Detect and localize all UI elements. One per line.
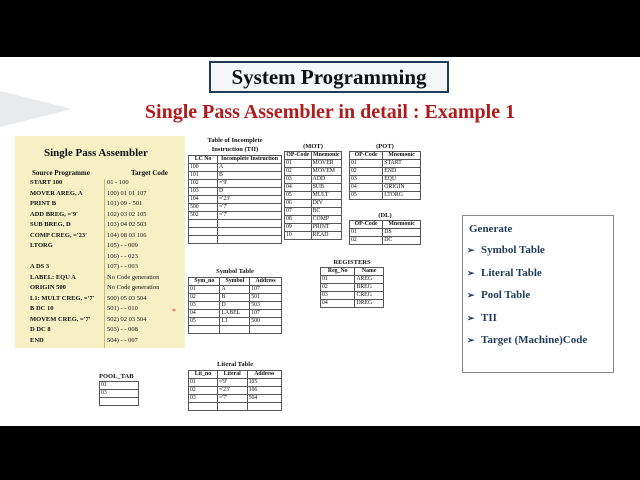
source-panel-title: Single Pass Assembler <box>44 147 148 159</box>
source-row <box>30 221 185 232</box>
littab-row-cell: 02 <box>189 387 218 395</box>
pot-row-cell: ORIGIN <box>383 184 421 192</box>
register-row <box>321 300 384 308</box>
generate-item <box>467 312 497 324</box>
littab-row <box>189 403 282 411</box>
tii-row <box>189 236 282 244</box>
mot-row <box>285 192 342 200</box>
tii-row-cell: ='23' <box>218 196 282 204</box>
symtab-row-cell: 03 <box>189 302 220 310</box>
tii-row-cell <box>218 220 282 228</box>
tii-row <box>189 188 282 196</box>
source-row <box>30 316 185 327</box>
generate-item-label: TII <box>481 311 497 324</box>
dl-row-cell: DC <box>383 237 421 245</box>
mot-header-opcode: OP-Code <box>286 152 310 158</box>
mot-row-cell: 03 <box>285 176 312 184</box>
symtab-row <box>189 294 282 302</box>
symtab-row-cell: 02 <box>189 294 220 302</box>
dl-row-cell: 02 <box>350 237 383 245</box>
target-code: 104) 08 03 106 <box>107 231 147 239</box>
littab-header-address: Address <box>247 371 281 379</box>
pot-row-cell: 04 <box>350 184 383 192</box>
symtab-row <box>189 326 282 334</box>
register-row <box>321 292 384 300</box>
mot-row-cell: 01 <box>285 160 312 168</box>
pooltab-row <box>100 382 139 390</box>
pot-row-cell: 01 <box>350 160 383 168</box>
source-statement: L1: MULT CREG, ='7' <box>30 294 95 302</box>
mot-row-cell: MOVEM <box>311 168 341 176</box>
source-row <box>30 284 185 295</box>
pooltab-row-cell: 01 <box>100 382 139 390</box>
target-code: 100) 01 01 107 <box>107 189 147 197</box>
source-statement: MOVER AREG, A <box>30 189 83 197</box>
tii-row-cell <box>218 236 282 244</box>
mot-row-cell: MULT <box>311 192 341 200</box>
registers-header-no: Reg_No <box>321 268 355 276</box>
slide-subtitle: Single Pass Assembler in detail : Example 1 <box>144 101 516 123</box>
pot-row <box>350 192 421 200</box>
mot-row <box>285 176 342 184</box>
pot-row-cell: START <box>383 160 421 168</box>
mot-row <box>285 200 342 208</box>
mot-row-cell: 08 <box>285 216 312 224</box>
source-row <box>30 200 185 211</box>
generate-item-label: Target (Machine)Code <box>481 334 588 346</box>
pooltab-row-cell: 03 <box>100 390 139 398</box>
source-statement: PRINT B <box>30 200 57 207</box>
littab-row-cell: 03 <box>189 395 218 403</box>
tii-row <box>189 180 282 188</box>
mot-row-cell: 02 <box>285 168 312 176</box>
source-row <box>30 211 185 222</box>
mot-row-cell: ADD <box>311 176 341 184</box>
source-statement: LTORG <box>30 242 53 249</box>
generate-item <box>467 334 587 346</box>
target-code: 504) - - 007 <box>107 336 138 344</box>
tii-row-cell: 101 <box>189 172 218 180</box>
pooltab-row <box>100 398 139 406</box>
pot-row <box>350 160 421 168</box>
mot-row <box>285 184 342 192</box>
pot-header-opcode: OP-Code <box>350 152 383 160</box>
mot-row <box>285 168 342 176</box>
tii-row-cell: 502 <box>189 212 218 220</box>
tii-caption-line1: Table of Incomplete <box>207 137 263 144</box>
symtab-row-cell <box>220 326 250 334</box>
register-row-cell: CREG <box>355 292 384 300</box>
littab-row-cell: ='23' <box>217 387 247 395</box>
symtab-header-no: Sym_no <box>189 278 220 286</box>
pot-row <box>350 168 421 176</box>
slide-title: System Programming <box>209 61 449 93</box>
littab-row <box>189 395 282 403</box>
tii-row <box>189 212 282 220</box>
bullet-arrow-icon: ➢ <box>467 267 475 278</box>
symtab-row <box>189 286 282 294</box>
literal-table <box>188 370 282 411</box>
symtab-row-cell <box>189 326 220 334</box>
source-row <box>30 295 185 306</box>
littab-row-cell: 01 <box>189 379 218 387</box>
littab-row-cell: 106 <box>247 387 281 395</box>
pooltab-caption: POOL_TAB <box>99 373 134 380</box>
generate-item-label: Pool Table <box>481 289 531 301</box>
symtab-row-cell: B <box>220 294 250 302</box>
symtab-row-cell: 500 <box>250 318 282 326</box>
tii-row-cell: ='7' <box>218 204 282 212</box>
register-row-cell: BREG <box>355 284 384 292</box>
target-code: 500) 05 03 504 <box>107 294 147 302</box>
littab-row-cell: ='9' <box>217 379 247 387</box>
register-row-cell: 04 <box>321 300 355 308</box>
source-statement: B DC 10 <box>30 305 54 312</box>
source-row <box>30 232 185 243</box>
source-statement: LABEL: EQU A <box>30 273 76 281</box>
mot-row <box>285 216 342 224</box>
source-row <box>30 274 185 285</box>
tii-row-cell: 104 <box>189 196 218 204</box>
tii-row-cell: D <box>218 188 282 196</box>
target-code: No Code generation <box>107 273 160 281</box>
littab-row-cell <box>247 403 281 411</box>
source-statement: COMP CREG, ='23' <box>30 231 87 239</box>
symtab-row-cell: 04 <box>189 310 220 318</box>
register-row <box>321 276 384 284</box>
register-row <box>321 284 384 292</box>
target-code: 106) - - 023 <box>107 252 138 260</box>
tii-row <box>189 220 282 228</box>
littab-row <box>189 379 282 387</box>
source-statement: SUB BREG, D <box>30 221 71 228</box>
source-statement: ADD BREG, ='9' <box>30 210 78 218</box>
symtab-row-cell: 107 <box>250 286 282 294</box>
source-statement: D DC 8 <box>30 326 51 333</box>
symtab-row-cell: LABEL <box>220 310 250 318</box>
pot-row-cell: EQU <box>383 176 421 184</box>
slide <box>0 57 640 426</box>
symtab-row-cell: 01 <box>189 286 220 294</box>
tii-header-lc: LC No <box>189 156 218 164</box>
source-statement: MOVEM CREG, ='7' <box>30 315 91 323</box>
pot-row-cell: END <box>383 168 421 176</box>
tii-header-instruction: Incomplete Instruction <box>218 156 282 164</box>
mot-caption: (MOT) <box>303 143 323 150</box>
target-code: 105) - - 009 <box>107 242 138 249</box>
symtab-row-cell: 05 <box>189 318 220 326</box>
source-row <box>30 263 185 274</box>
dl-header-opcode: OP-Code <box>350 221 383 229</box>
source-row <box>30 253 185 264</box>
target-code: 103) 04 02 503 <box>107 221 147 228</box>
tii-caption-line2: Instruction (TII) <box>211 146 259 153</box>
littab-row <box>189 387 282 395</box>
target-code: 102) 03 02 105 <box>107 210 147 218</box>
symbol-table <box>188 277 282 334</box>
tii-row-cell: 100 <box>189 164 218 172</box>
register-row-cell: AREG <box>355 276 384 284</box>
mot-row-cell: MOVER <box>311 160 341 168</box>
mot-row-cell: READ <box>311 232 341 240</box>
dl-row <box>350 229 421 237</box>
tii-row-cell: 102 <box>189 180 218 188</box>
mot-row <box>285 208 342 216</box>
generate-title: Generate <box>469 223 513 235</box>
pot-table <box>349 151 421 200</box>
source-row <box>30 190 185 201</box>
tii-row-cell <box>189 236 218 244</box>
mot-row-cell: 10 <box>285 232 312 240</box>
annotation-mark: * <box>172 307 176 316</box>
mot-row-cell: 09 <box>285 224 312 232</box>
symtab-row <box>189 318 282 326</box>
source-statement: END <box>30 336 44 344</box>
symtab-row-cell: D <box>220 302 250 310</box>
symtab-row-cell: A <box>220 286 250 294</box>
generate-item <box>467 267 542 279</box>
symtab-caption: Symbol Table <box>216 268 254 275</box>
source-row <box>30 337 185 348</box>
register-row-cell: DREG <box>355 300 384 308</box>
tii-row-cell: ='9' <box>218 180 282 188</box>
symtab-row <box>189 310 282 318</box>
target-code: 502) 02 03 504 <box>107 315 147 323</box>
littab-header-literal: Literal <box>217 371 247 379</box>
symtab-row-cell: 107 <box>250 310 282 318</box>
tii-row <box>189 164 282 172</box>
target-code: No Code generation <box>107 284 160 291</box>
mot-row-cell: 07 <box>285 208 312 216</box>
tii-table <box>188 155 282 244</box>
dl-row-cell: 01 <box>350 229 383 237</box>
mot-row <box>285 224 342 232</box>
littab-row-cell: 504 <box>247 395 281 403</box>
target-code: 503) - - 008 <box>107 326 138 333</box>
tii-row-cell: 103 <box>189 188 218 196</box>
target-code: 101) 09 - 501 <box>107 200 143 207</box>
pool-table <box>99 381 139 406</box>
generate-item <box>467 289 530 301</box>
tii-row-cell: A <box>218 164 282 172</box>
source-row <box>30 179 185 190</box>
register-row-cell: 01 <box>321 276 355 284</box>
pot-caption: (POT) <box>376 143 394 150</box>
pooltab-row <box>100 390 139 398</box>
target-code: 107) - - 003 <box>107 263 138 270</box>
register-row-cell: 02 <box>321 284 355 292</box>
source-statement: START 100 <box>30 179 63 186</box>
pot-row-cell: 03 <box>350 176 383 184</box>
tii-row <box>189 196 282 204</box>
registers-header-name: Name <box>355 268 384 276</box>
symtab-row-cell: 503 <box>250 302 282 310</box>
mot-row-cell: 05 <box>285 192 312 200</box>
generate-item-label: Symbol Table <box>481 244 545 256</box>
pot-header-mnemonic: Mnemonic <box>383 152 421 160</box>
mot-table <box>284 151 342 240</box>
pot-row-cell: 05 <box>350 192 383 200</box>
tii-row-cell: 500 <box>189 204 218 212</box>
target-col-header: Target Code <box>131 169 168 177</box>
symtab-header-symbol: Symbol <box>220 278 250 286</box>
tii-row <box>189 228 282 236</box>
dl-caption: (DL) <box>378 212 392 219</box>
source-statement: A DS 3 <box>30 263 50 270</box>
bullet-arrow-icon: ➢ <box>467 290 475 300</box>
littab-row-cell <box>217 403 247 411</box>
mot-row-cell: 04 <box>285 184 312 192</box>
registers-table <box>320 267 384 308</box>
dl-table <box>349 220 421 245</box>
tii-row-cell <box>218 228 282 236</box>
mot-row <box>285 232 342 240</box>
bullet-arrow-icon: ➢ <box>467 335 475 345</box>
tii-row-cell <box>189 228 218 236</box>
mot-row-cell: PRINT <box>311 224 341 232</box>
symtab-row-cell: L1 <box>220 318 250 326</box>
symtab-row <box>189 302 282 310</box>
mot-row-cell: BC <box>311 208 341 216</box>
dl-header-mnemonic: Mnemonic <box>383 221 421 229</box>
littab-caption: Literal Table <box>217 361 253 368</box>
bullet-arrow-icon: ➢ <box>467 312 475 323</box>
littab-row-cell <box>189 403 218 411</box>
littab-row-cell: ='7' <box>217 395 247 403</box>
mot-row-cell: DIV <box>311 200 341 208</box>
symtab-header-address: Address <box>250 278 282 286</box>
pooltab-row-cell <box>100 398 139 406</box>
target-code: 501) - - 010 <box>107 305 138 312</box>
pot-row <box>350 184 421 192</box>
tii-row <box>189 172 282 180</box>
generate-item-label: Literal Table <box>481 266 542 279</box>
tii-row <box>189 204 282 212</box>
tii-row-cell <box>189 220 218 228</box>
source-col-header: Source Programme <box>32 169 90 177</box>
mot-row-cell: 06 <box>285 200 312 208</box>
target-code: 01 - 100 <box>107 179 129 186</box>
source-row <box>30 242 185 253</box>
bullet-arrow-icon: ➢ <box>467 245 475 255</box>
source-row <box>30 305 185 316</box>
littab-row-cell: 105 <box>247 379 281 387</box>
registers-caption: REGISTERS <box>333 259 371 266</box>
pot-row-cell: 02 <box>350 168 383 176</box>
tii-row-cell: ='7' <box>218 212 282 220</box>
mot-header-mnemonic: Mnemonic <box>313 152 340 158</box>
arrow-decoration <box>0 91 72 127</box>
source-statement: ORIGIN 500 <box>30 284 66 291</box>
dl-row-cell: DS <box>383 229 421 237</box>
littab-header-no: Lit_no <box>189 371 218 379</box>
mot-row-cell: SUB <box>311 184 341 192</box>
source-row <box>30 326 185 337</box>
mot-row-cell: COMP <box>311 216 341 224</box>
pot-row <box>350 176 421 184</box>
dl-row <box>350 237 421 245</box>
pot-row-cell: LTORG <box>383 192 421 200</box>
symtab-row-cell <box>250 326 282 334</box>
symtab-row-cell: 501 <box>250 294 282 302</box>
generate-item <box>467 244 545 256</box>
register-row-cell: 03 <box>321 292 355 300</box>
tii-row-cell: B <box>218 172 282 180</box>
mot-row <box>285 160 342 168</box>
